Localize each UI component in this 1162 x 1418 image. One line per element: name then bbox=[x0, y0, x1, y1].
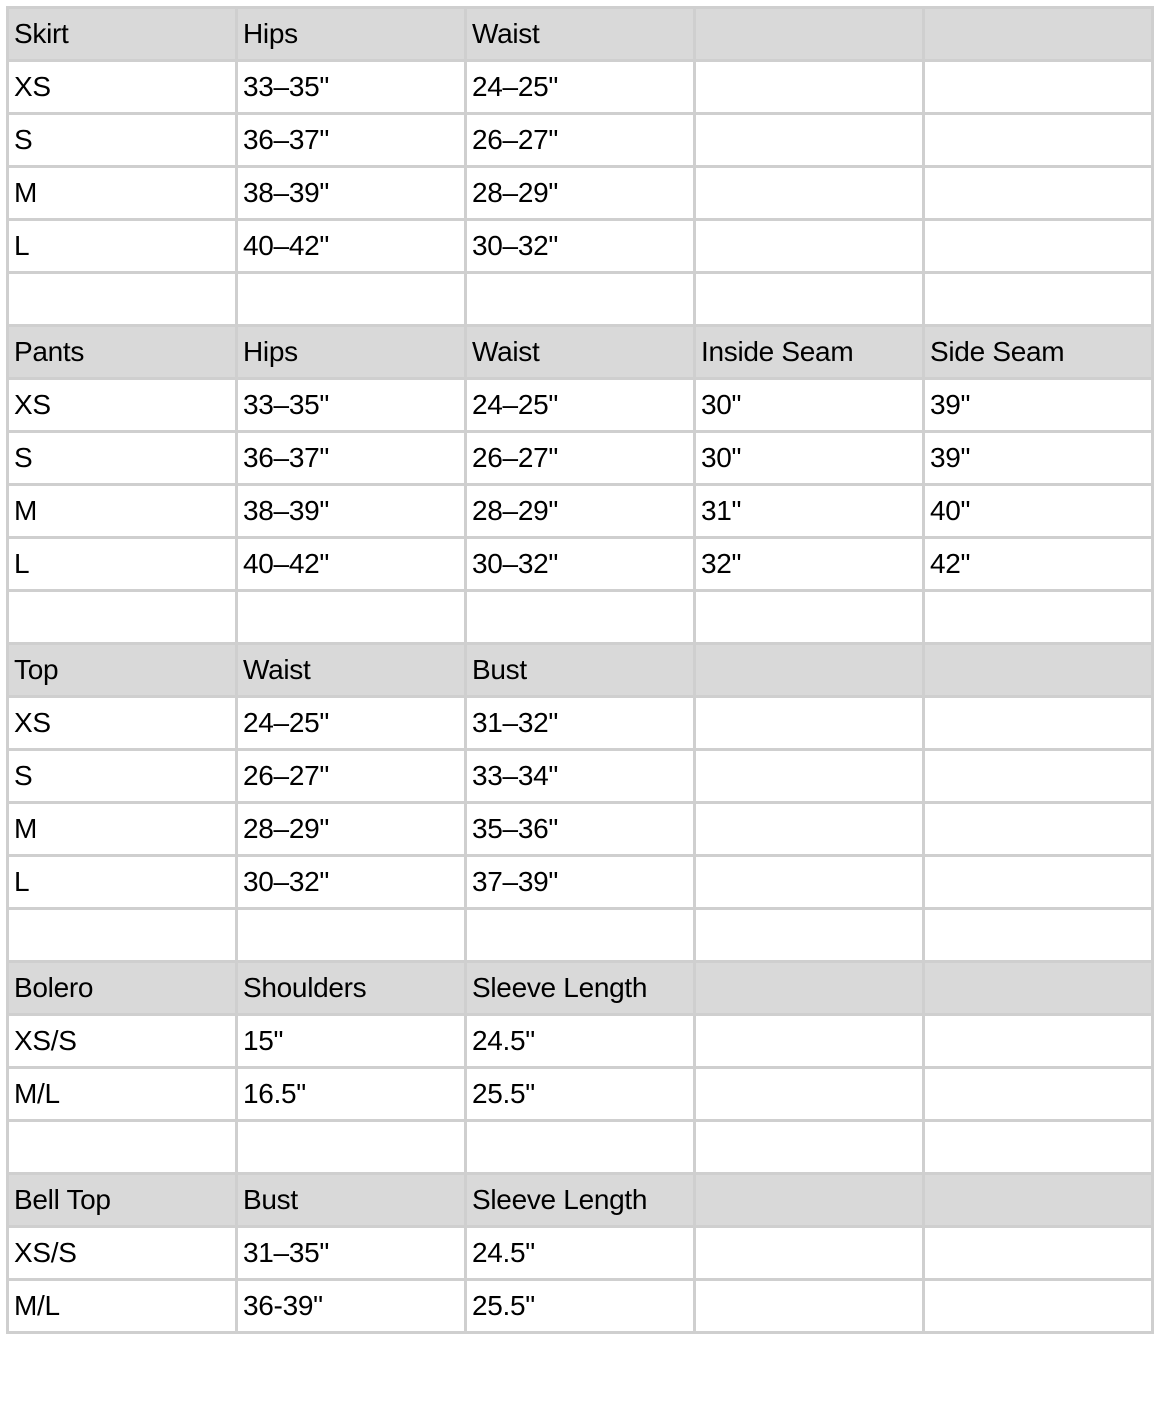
section-title-cell: Pants bbox=[8, 326, 237, 379]
size-cell: M bbox=[8, 803, 237, 856]
table-row bbox=[8, 379, 1153, 432]
size-chart-table bbox=[6, 6, 1154, 1334]
section-title-cell: Skirt bbox=[8, 8, 237, 61]
measurement-cell: 36-39" bbox=[237, 1280, 466, 1333]
column-header-cell bbox=[695, 644, 924, 697]
empty-cell bbox=[8, 273, 237, 326]
empty-cell bbox=[924, 909, 1153, 962]
column-header-cell: Hips bbox=[237, 326, 466, 379]
measurement-cell: 39" bbox=[924, 432, 1153, 485]
section-title-cell: Top bbox=[8, 644, 237, 697]
measurement-cell: 15" bbox=[237, 1015, 466, 1068]
size-cell: M bbox=[8, 485, 237, 538]
measurement-cell: 33–35" bbox=[237, 379, 466, 432]
empty-cell bbox=[8, 1121, 237, 1174]
size-cell: S bbox=[8, 750, 237, 803]
measurement-cell: 26–27" bbox=[466, 114, 695, 167]
table-row bbox=[8, 856, 1153, 909]
measurement-cell: 31" bbox=[695, 485, 924, 538]
measurement-cell bbox=[695, 1015, 924, 1068]
table-row bbox=[8, 432, 1153, 485]
measurement-cell bbox=[695, 220, 924, 273]
size-chart-sheet bbox=[6, 6, 1154, 1334]
measurement-cell bbox=[695, 1227, 924, 1280]
measurement-cell: 30–32" bbox=[466, 538, 695, 591]
measurement-cell bbox=[924, 1280, 1153, 1333]
table-row bbox=[8, 750, 1153, 803]
spacer-row bbox=[8, 909, 1153, 962]
empty-cell bbox=[695, 591, 924, 644]
measurement-cell bbox=[924, 220, 1153, 273]
column-header-cell bbox=[695, 1174, 924, 1227]
table-row bbox=[8, 114, 1153, 167]
measurement-cell bbox=[695, 1280, 924, 1333]
column-header-cell: Sleeve Length bbox=[466, 962, 695, 1015]
size-cell: L bbox=[8, 856, 237, 909]
measurement-cell: 40–42" bbox=[237, 220, 466, 273]
measurement-cell: 38–39" bbox=[237, 485, 466, 538]
column-header-cell: Sleeve Length bbox=[466, 1174, 695, 1227]
measurement-cell bbox=[695, 61, 924, 114]
measurement-cell bbox=[695, 697, 924, 750]
column-header-cell: Hips bbox=[237, 8, 466, 61]
table-row bbox=[8, 1068, 1153, 1121]
measurement-cell: 24.5" bbox=[466, 1227, 695, 1280]
size-cell: XS/S bbox=[8, 1015, 237, 1068]
size-cell: XS bbox=[8, 379, 237, 432]
measurement-cell: 33–35" bbox=[237, 61, 466, 114]
measurement-cell: 24.5" bbox=[466, 1015, 695, 1068]
size-cell: XS bbox=[8, 697, 237, 750]
measurement-cell: 30" bbox=[695, 379, 924, 432]
empty-cell bbox=[695, 909, 924, 962]
measurement-cell bbox=[695, 167, 924, 220]
measurement-cell bbox=[924, 114, 1153, 167]
measurement-cell: 25.5" bbox=[466, 1068, 695, 1121]
measurement-cell: 30–32" bbox=[466, 220, 695, 273]
table-row bbox=[8, 538, 1153, 591]
measurement-cell bbox=[924, 856, 1153, 909]
section-header-row bbox=[8, 644, 1153, 697]
measurement-cell: 24–25" bbox=[237, 697, 466, 750]
measurement-cell bbox=[924, 1068, 1153, 1121]
column-header-cell: Bust bbox=[466, 644, 695, 697]
size-cell: XS bbox=[8, 61, 237, 114]
section-header-row bbox=[8, 962, 1153, 1015]
measurement-cell: 31–35" bbox=[237, 1227, 466, 1280]
column-header-cell: Waist bbox=[237, 644, 466, 697]
size-cell: M/L bbox=[8, 1068, 237, 1121]
size-cell: S bbox=[8, 114, 237, 167]
column-header-cell bbox=[924, 962, 1153, 1015]
measurement-cell: 30–32" bbox=[237, 856, 466, 909]
measurement-cell bbox=[924, 1015, 1153, 1068]
column-header-cell: Waist bbox=[466, 8, 695, 61]
column-header-cell bbox=[924, 8, 1153, 61]
empty-cell bbox=[237, 591, 466, 644]
table-row bbox=[8, 167, 1153, 220]
empty-cell bbox=[466, 591, 695, 644]
table-row bbox=[8, 1280, 1153, 1333]
measurement-cell bbox=[695, 1068, 924, 1121]
measurement-cell: 31–32" bbox=[466, 697, 695, 750]
table-row bbox=[8, 61, 1153, 114]
empty-cell bbox=[8, 909, 237, 962]
measurement-cell: 37–39" bbox=[466, 856, 695, 909]
measurement-cell: 35–36" bbox=[466, 803, 695, 856]
measurement-cell bbox=[924, 697, 1153, 750]
measurement-cell bbox=[695, 114, 924, 167]
measurement-cell bbox=[695, 750, 924, 803]
column-header-cell bbox=[695, 962, 924, 1015]
column-header-cell bbox=[924, 644, 1153, 697]
spacer-row bbox=[8, 1121, 1153, 1174]
column-header-cell: Shoulders bbox=[237, 962, 466, 1015]
empty-cell bbox=[466, 1121, 695, 1174]
measurement-cell bbox=[924, 61, 1153, 114]
empty-cell bbox=[237, 909, 466, 962]
size-cell: M bbox=[8, 167, 237, 220]
size-cell: S bbox=[8, 432, 237, 485]
section-header-row bbox=[8, 326, 1153, 379]
section-header-row bbox=[8, 1174, 1153, 1227]
table-row bbox=[8, 803, 1153, 856]
measurement-cell bbox=[924, 1227, 1153, 1280]
empty-cell bbox=[466, 909, 695, 962]
measurement-cell bbox=[695, 856, 924, 909]
size-cell: XS/S bbox=[8, 1227, 237, 1280]
size-cell: L bbox=[8, 538, 237, 591]
measurement-cell: 28–29" bbox=[237, 803, 466, 856]
measurement-cell bbox=[695, 803, 924, 856]
measurement-cell: 25.5" bbox=[466, 1280, 695, 1333]
table-row bbox=[8, 697, 1153, 750]
size-chart-body bbox=[8, 8, 1153, 1333]
measurement-cell: 40" bbox=[924, 485, 1153, 538]
spacer-row bbox=[8, 591, 1153, 644]
measurement-cell: 28–29" bbox=[466, 485, 695, 538]
measurement-cell: 36–37" bbox=[237, 114, 466, 167]
section-title-cell: Bolero bbox=[8, 962, 237, 1015]
measurement-cell: 26–27" bbox=[237, 750, 466, 803]
empty-cell bbox=[237, 273, 466, 326]
column-header-cell: Bust bbox=[237, 1174, 466, 1227]
measurement-cell: 28–29" bbox=[466, 167, 695, 220]
size-cell: L bbox=[8, 220, 237, 273]
empty-cell bbox=[237, 1121, 466, 1174]
measurement-cell bbox=[924, 803, 1153, 856]
empty-cell bbox=[695, 1121, 924, 1174]
empty-cell bbox=[466, 273, 695, 326]
measurement-cell: 33–34" bbox=[466, 750, 695, 803]
measurement-cell: 36–37" bbox=[237, 432, 466, 485]
measurement-cell bbox=[924, 167, 1153, 220]
empty-cell bbox=[695, 273, 924, 326]
empty-cell bbox=[924, 591, 1153, 644]
section-title-cell: Bell Top bbox=[8, 1174, 237, 1227]
column-header-cell: Waist bbox=[466, 326, 695, 379]
table-row bbox=[8, 220, 1153, 273]
section-header-row bbox=[8, 8, 1153, 61]
table-row bbox=[8, 1015, 1153, 1068]
column-header-cell: Side Seam bbox=[924, 326, 1153, 379]
table-row bbox=[8, 485, 1153, 538]
measurement-cell: 30" bbox=[695, 432, 924, 485]
empty-cell bbox=[8, 591, 237, 644]
measurement-cell: 32" bbox=[695, 538, 924, 591]
column-header-cell: Inside Seam bbox=[695, 326, 924, 379]
measurement-cell: 24–25" bbox=[466, 379, 695, 432]
measurement-cell: 24–25" bbox=[466, 61, 695, 114]
size-cell: M/L bbox=[8, 1280, 237, 1333]
measurement-cell: 40–42" bbox=[237, 538, 466, 591]
measurement-cell bbox=[924, 750, 1153, 803]
measurement-cell: 39" bbox=[924, 379, 1153, 432]
measurement-cell: 26–27" bbox=[466, 432, 695, 485]
column-header-cell bbox=[695, 8, 924, 61]
spacer-row bbox=[8, 273, 1153, 326]
table-row bbox=[8, 1227, 1153, 1280]
column-header-cell bbox=[924, 1174, 1153, 1227]
empty-cell bbox=[924, 273, 1153, 326]
empty-cell bbox=[924, 1121, 1153, 1174]
measurement-cell: 38–39" bbox=[237, 167, 466, 220]
measurement-cell: 16.5" bbox=[237, 1068, 466, 1121]
measurement-cell: 42" bbox=[924, 538, 1153, 591]
